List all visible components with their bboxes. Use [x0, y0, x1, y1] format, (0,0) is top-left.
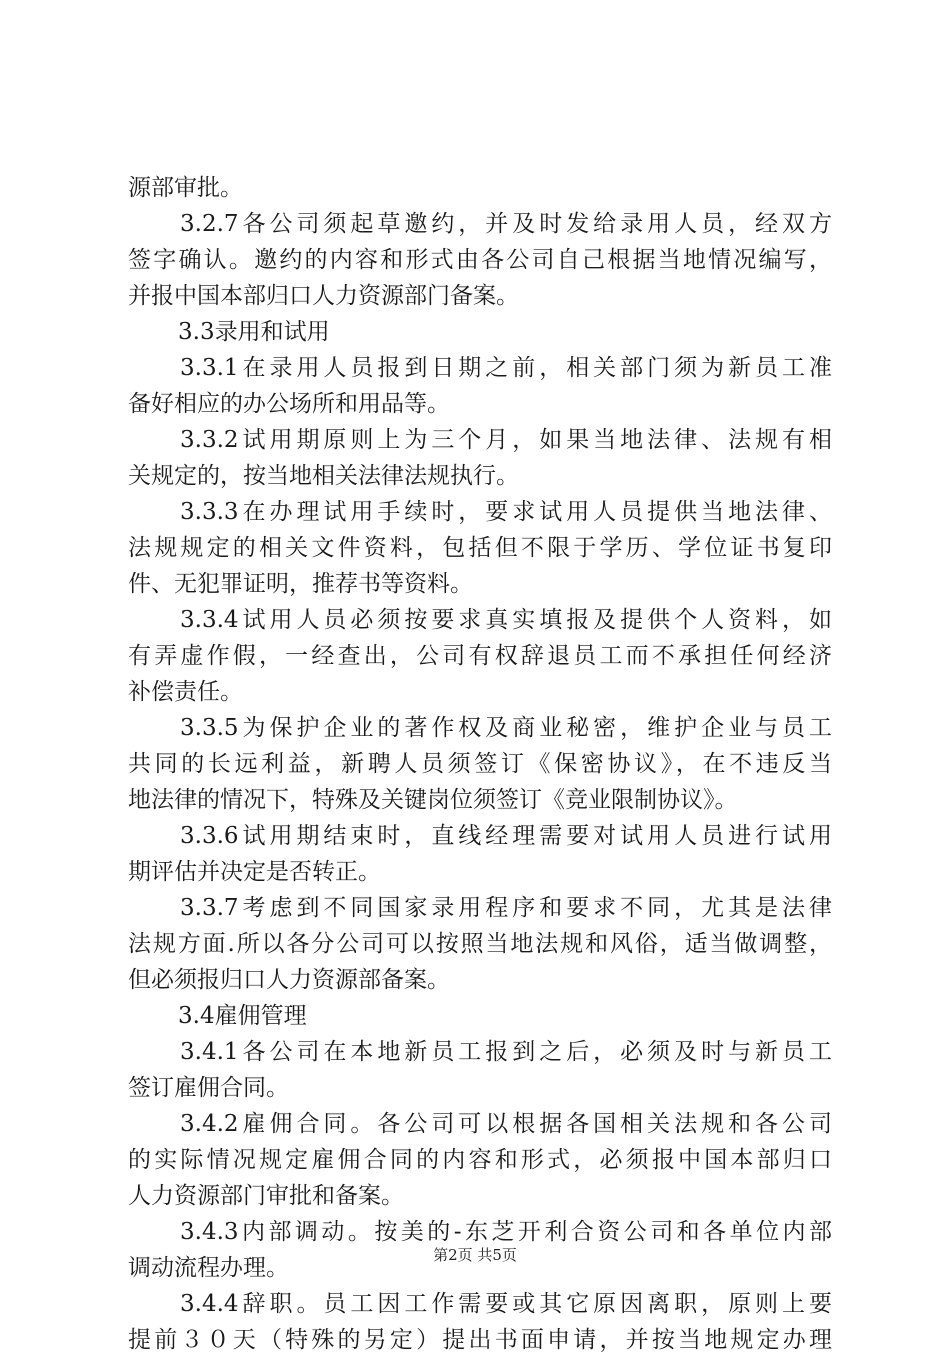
clause-3-3-2: 3.3.2试用期原则上为三个月，如果当地法律、法规有相 — [180, 427, 832, 453]
text-line: 期评估并决定是否转正。 — [128, 859, 381, 885]
text-line: 并报中国本部归口人力资源部门备案。 — [128, 283, 519, 309]
text-line: 人力资源部门审批和备案。 — [128, 1183, 404, 1209]
text-line: 源部审批。 — [128, 175, 243, 201]
text-line: 签订雇佣合同。 — [128, 1075, 289, 1101]
text-line: 签字确认。邀约的内容和形式由各公司自己根据当地情况编写， — [128, 247, 832, 273]
section-heading-3-3: 3.3录用和试用 — [178, 319, 330, 345]
section-heading-3-4: 3.4雇佣管理 — [178, 1003, 307, 1029]
clause-3-3-4: 3.3.4试用人员必须按要求真实填报及提供个人资料，如 — [180, 607, 832, 633]
text-line: 共同的长远利益，新聘人员须签订《保密协议》，在不违反当 — [128, 751, 832, 777]
text-line: 有弄虚作假，一经查出，公司有权辞退员工而不承担任何经济 — [128, 643, 832, 669]
text-line: 法规规定的相关文件资料，包括但不限于学历、学位证书复印 — [128, 535, 832, 561]
text-line: 补偿责任。 — [128, 679, 243, 705]
text-line: 调动流程办理。 — [128, 1255, 289, 1281]
clause-3-3-7: 3.3.7考虑到不同国家录用程序和要求不同，尤其是法律 — [180, 895, 832, 921]
text-line: 关规定的，按当地相关法律法规执行。 — [128, 463, 519, 489]
clause-3-4-4: 3.4.4辞职。员工因工作需要或其它原因离职，原则上要 — [180, 1291, 832, 1317]
clause-3-3-5: 3.3.5为保护企业的著作权及商业秘密，维护企业与员工 — [180, 715, 832, 741]
clause-3-3-3: 3.3.3在办理试用手续时，要求试用人员提供当地法律、 — [180, 499, 832, 525]
text-line: 但必须报归口人力资源部备案。 — [128, 967, 450, 993]
clause-3-4-3: 3.4.3内部调动。按美的-东芝开利合资公司和各单位内部 — [180, 1219, 832, 1245]
clause-3-4-1: 3.4.1各公司在本地新员工报到之后，必须及时与新员工 — [180, 1039, 832, 1065]
clause-3-3-6: 3.3.6试用期结束时，直线经理需要对试用人员进行试用 — [180, 823, 832, 849]
text-line: 法规方面.所以各分公司可以按照当地法规和风俗，适当做调整， — [128, 931, 832, 957]
clause-3-2-7: 3.2.7各公司须起草邀约，并及时发给录用人员，经双方 — [180, 211, 832, 237]
clause-3-3-1: 3.3.1在录用人员报到日期之前，相关部门须为新员工准 — [180, 355, 832, 381]
text-line: 件、无犯罪证明，推荐书等资料。 — [128, 571, 473, 597]
clause-3-4-2: 3.4.2雇佣合同。各公司可以根据各国相关法规和各公司 — [180, 1111, 832, 1137]
document-body — [128, 170, 832, 1358]
text-line: 提前３０天（特殊的另定）提出书面申请，并按当地规定办理 — [128, 1327, 832, 1353]
text-line: 备好相应的办公场所和用品等。 — [128, 391, 450, 417]
text-line: 的实际情况规定雇佣合同的内容和形式，必须报中国本部归口 — [128, 1147, 832, 1173]
text-line: 地法律的情况下，特殊及关键岗位须签订《竞业限制协议》。 — [128, 787, 738, 813]
page-footer: 第2页 共5页 — [433, 1246, 517, 1264]
